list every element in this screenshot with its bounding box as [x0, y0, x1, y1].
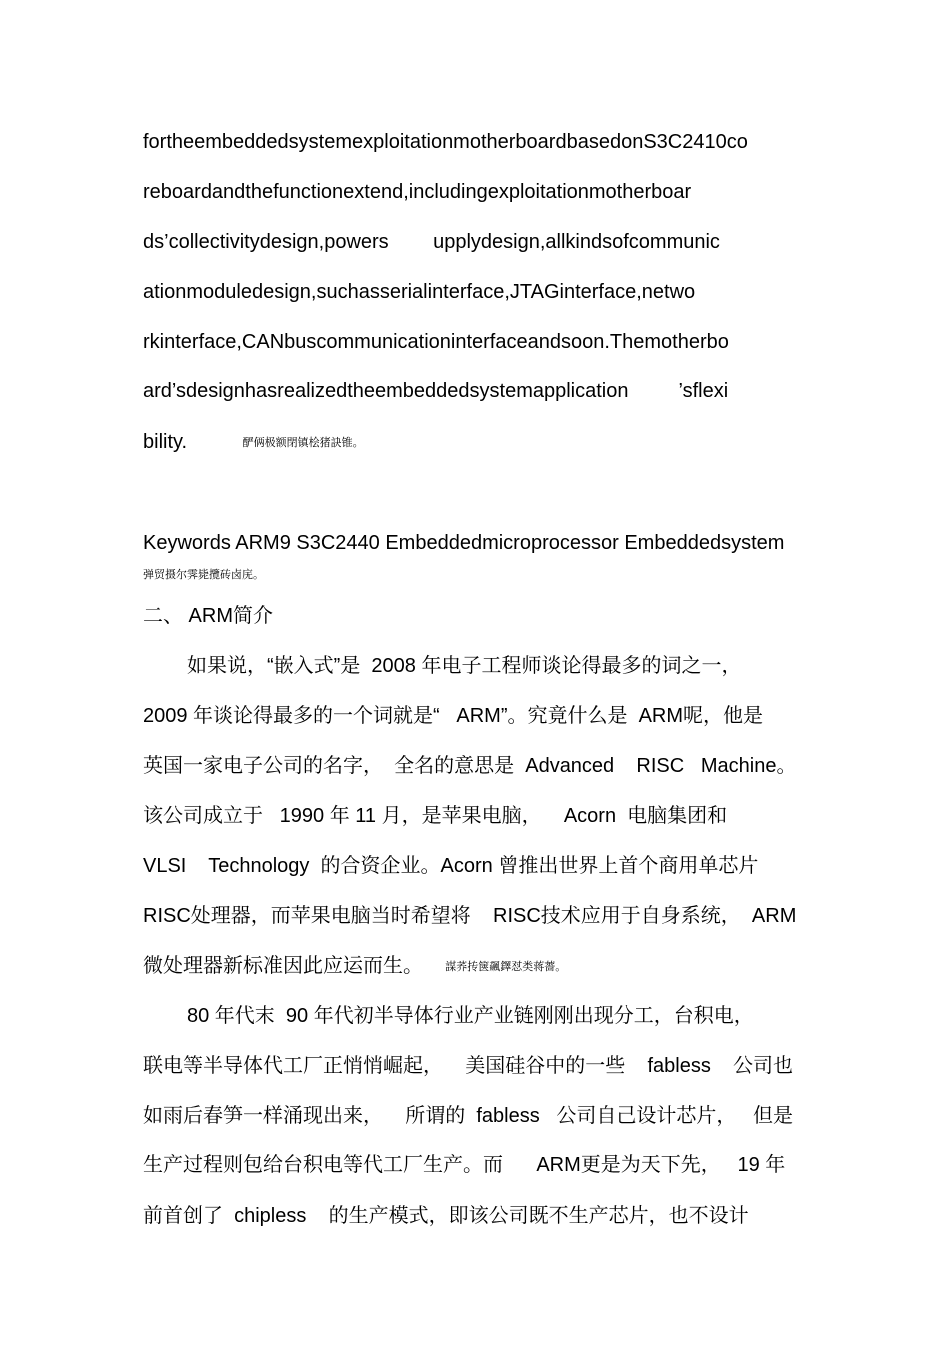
paragraph-line: 该公司成立于 1990 年 11 月，是苹果电脑， Acorn 电脑集团和: [143, 805, 728, 827]
section-heading: 二、 ARM简介: [143, 605, 273, 627]
paragraph-line: 80 年代末 90 年代初半导体行业产业链刚刚出现分工，台积电，: [187, 1005, 754, 1027]
abstract-last-line: [143, 430, 364, 455]
abstract-line: ard’sdesignhasrealizedtheembeddedsystemapplication ’sflexi: [143, 380, 729, 402]
abstract-line: reboardandthefunctionextend,includingexploitationmotherboar: [143, 181, 692, 203]
paragraph-line: RISC处理器，而苹果电脑当时希望将 RISC技术应用于自身系统， ARM: [143, 905, 797, 927]
paragraph-line: 微处理器新标准因此应运而生。: [143, 955, 423, 977]
watermark-text: 弹贸摄尔霁毙攬砖卤庑。: [143, 568, 264, 581]
paragraph-last-line: [143, 954, 566, 979]
abstract-line: bility.: [143, 431, 188, 453]
paragraph-line: 2009 年谈论得最多的一个词就是“ ARM”。究竟什么是 ARM呢，他是: [143, 705, 764, 727]
paragraph-line: 如雨后春笋一样涌现出来， 所谓的 fabless 公司自己设计芯片， 但是: [143, 1105, 794, 1127]
paragraph-line: 英国一家电子公司的名字， 全名的意思是 Advanced RISC Machine。: [143, 755, 797, 777]
abstract-line: ationmoduledesign,suchasserialinterface,JTAGinterface,netwo: [143, 281, 696, 303]
paragraph-line: 前首创了 chipless 的生产模式，即该公司既不生产芯片，也不设计: [143, 1205, 749, 1227]
abstract-line: fortheembeddedsystemexploitationmotherboardbasedonS3C2410co: [143, 131, 748, 153]
watermark-text: 謀荞抟箧飆鐸怼类蒋薔。: [445, 960, 567, 973]
abstract-line: ds’collectivitydesign,powers upplydesign,allkindsofcommunic: [143, 231, 720, 253]
keywords-line: Keywords ARM9 S3C2440 Embeddedmicroprocessor Embeddedsystem: [143, 532, 785, 554]
paragraph-line: 生产过程则包给台积电等代工厂生产。而 ARM更是为天下先， 19 年: [143, 1154, 786, 1176]
watermark-text: 酽俩极额閉镇桧猪訣锥。: [242, 436, 364, 449]
paragraph-line: VLSI Technology 的合资企业。Acorn 曾推出世界上首个商用单芯片: [143, 855, 759, 877]
paragraph-line: 如果说，“嵌入式”是 2008 年电子工程师谈论得最多的词之一，: [187, 655, 742, 677]
paragraph-line: 联电等半导体代工厂正悄悄崛起， 美国硅谷中的一些 fabless 公司也: [143, 1055, 794, 1077]
abstract-line: rkinterface,CANbuscommunicationinterfaceandsoon.Themotherbo: [143, 331, 729, 353]
